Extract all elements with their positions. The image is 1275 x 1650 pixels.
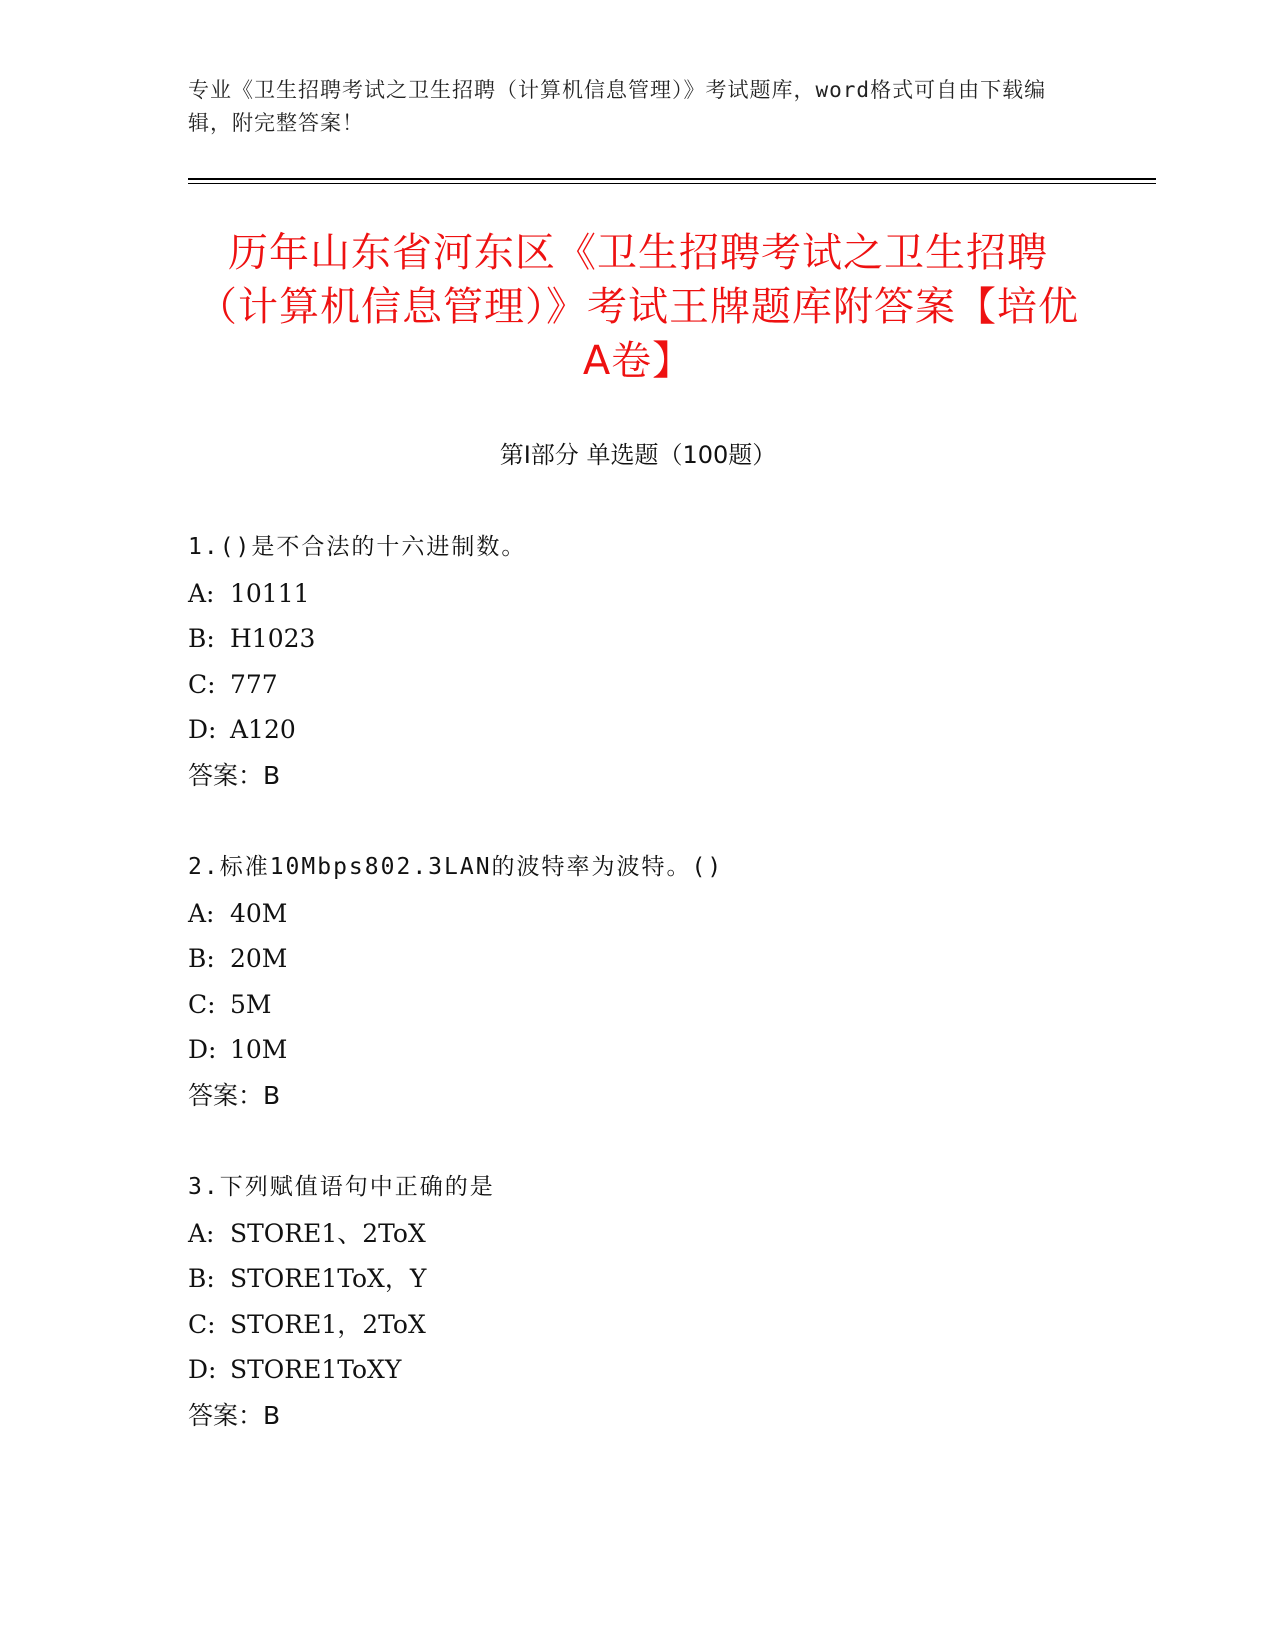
option-text: 10M: [230, 1035, 288, 1064]
option-b: [188, 936, 1088, 982]
option-text: H1023: [230, 624, 316, 653]
question-3: [188, 1165, 1088, 1438]
option-letter: C:: [188, 989, 216, 1019]
option-letter: D:: [188, 1035, 217, 1064]
question-2: [188, 845, 1088, 1118]
option-letter: A:: [188, 578, 215, 608]
option-c: [188, 1302, 1088, 1348]
option-a: [188, 1211, 1088, 1257]
option-text: STORE1，2ToX: [230, 1309, 426, 1339]
option-letter: C:: [188, 669, 216, 699]
header-note: 专业《卫生招聘考试之卫生招聘（计算机信息管理）》考试题库，word格式可自由下载编辑，附完整答案！: [188, 78, 1047, 135]
option-letter: A:: [188, 1218, 215, 1248]
option-a: [188, 571, 1088, 617]
option-text: 20M: [230, 944, 288, 973]
option-text: STORE1ToX，Y: [230, 1264, 427, 1293]
option-d: [188, 1347, 1088, 1393]
answer-line: 答案：B: [188, 1400, 281, 1430]
header-rule-thin: [188, 183, 1156, 184]
option-letter: A:: [188, 898, 215, 928]
option-c: [188, 982, 1088, 1028]
answer-line: 答案：B: [188, 760, 281, 790]
option-letter: C:: [188, 1309, 216, 1339]
option-b: [188, 1256, 1088, 1302]
option-text: 10111: [230, 578, 310, 608]
question-stem: 1.()是不合法的十六进制数。: [188, 534, 527, 560]
option-text: STORE1ToXY: [230, 1355, 402, 1384]
option-c: [188, 662, 1088, 708]
answer-line: 答案：B: [188, 1080, 281, 1110]
option-a: [188, 891, 1088, 937]
option-letter: D:: [188, 1355, 217, 1384]
option-text: 777: [230, 669, 278, 699]
option-letter: D:: [188, 715, 217, 744]
option-text: 40M: [230, 898, 288, 928]
option-d: [188, 1027, 1088, 1073]
question-stem: 3.下列赋值语句中正确的是: [188, 1174, 495, 1200]
question-stem: 2.标准10Mbps802.3LAN的波特率为波特。(): [188, 854, 724, 880]
section-heading: 第Ⅰ部分 单选题（100题）: [499, 441, 777, 469]
option-text: 5M: [230, 989, 272, 1019]
option-letter: B:: [188, 1264, 215, 1293]
document-title: 历年山东省河东区《卫生招聘考试之卫生招聘（计算机信息管理）》考试王牌题库附答案【培优A卷】: [197, 230, 1079, 384]
option-letter: B:: [188, 944, 215, 973]
option-d: [188, 707, 1088, 753]
option-b: [188, 616, 1088, 662]
option-text: STORE1、2ToX: [230, 1218, 426, 1248]
question-1: [188, 525, 1088, 798]
header-rule-thick: [188, 178, 1156, 180]
option-letter: B:: [188, 624, 215, 653]
option-text: A120: [230, 715, 296, 744]
